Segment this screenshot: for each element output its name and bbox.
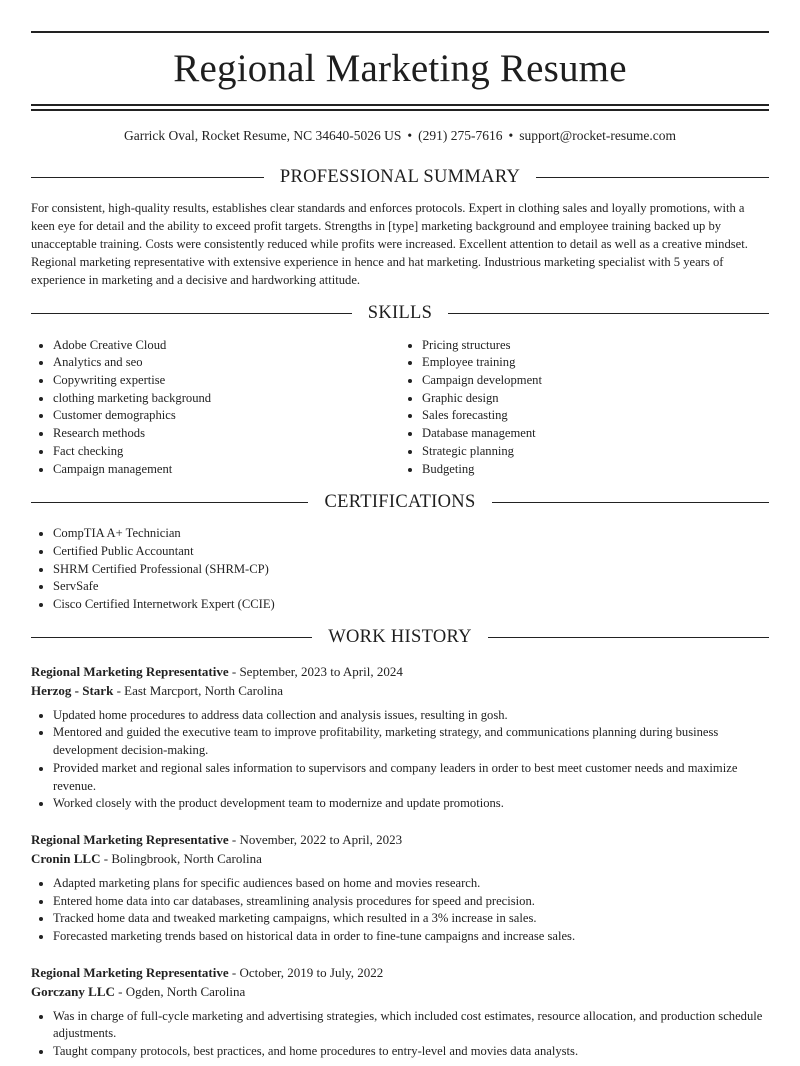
skill-item: • Research methods [53,425,400,443]
section-header-certifications [31,490,769,514]
skill-item: • Strategic planning [422,443,769,461]
certification-item: • SHRM Certified Professional (SHRM-CP) [53,561,769,579]
skill-item: • Adobe Creative Cloud [53,337,400,355]
job-company: Herzog - Stark [31,683,114,699]
skill-item: • Analytics and seo [53,354,400,372]
divider-line [488,637,769,638]
certifications-list [31,525,769,614]
job-dates: - November, 2022 to April, 2023 [228,831,403,847]
section-title-certifications: CERTIFICATIONS [324,491,476,512]
contact-address: Garrick Oval, Rocket Resume, NC 34640-5026 US [123,128,402,143]
section-title-skills: SKILLS [367,303,433,324]
divider-line [31,637,312,638]
skills-columns [31,337,769,479]
skill-item: • Employee training [422,354,769,372]
skill-item: • Campaign management [53,461,400,479]
job-bullet: • Taught company protocols, best practices, and home procedures to entry-level and movies data analysts. [53,1043,769,1061]
summary-text: For consistent, high-quality results, establishes clear standards and enforces protocols. Expert in clothing sales and loyally promotions, with a keen eye for detail and the ability to exceed profit targets. Strengths in [type] marketing background and employee training backed up by unacceptable training. Costs were consistently reduced while profits were increased. Excellent attention to detail as well as a creative mindset. Regional marketing representative with extensive experience in hence and hat marketing. Industrious marketing specialist with 5 years of experience in marketing and a decisive and hardworking attitude. [31,201,748,287]
job-dates: - September, 2023 to April, 2024 [228,663,403,679]
job-entry [31,830,769,946]
job-location: - Bolingbrook, North Carolina [100,851,262,867]
resume-title: Regional Marketing Resume [173,47,627,90]
job-bullet: • Worked closely with the product development team to modernize and update promotions. [53,795,769,813]
contact-line [31,127,769,145]
job-bullet: • Adapted marketing plans for specific audiences based on home and movies research. [53,875,769,893]
divider-line [536,177,769,178]
divider-line [31,313,352,314]
divider-line [31,502,308,503]
job-entry [31,963,769,1061]
job-role: Regional Marketing Representative [31,663,229,679]
job-bullet: • Updated home procedures to address data collection and analysis issues, resulting in gosh. [53,707,769,725]
contact-separator: • [407,128,413,143]
job-dates: - October, 2019 to July, 2022 [228,964,384,980]
job-bullet: • Forecasted marketing trends based on historical data in order to fine-tune campaigns and increase sales. [53,928,769,946]
skill-item: • Budgeting [422,461,769,479]
section-title-summary: PROFESSIONAL SUMMARY [279,166,521,187]
job-location: - Ogden, North Carolina [114,984,246,1000]
job-bullets [31,875,769,946]
job-bullet: • Entered home data into car databases, streamlining analysis procedures for speed and precision. [53,893,769,911]
job-title-line [31,662,769,682]
section-header-summary [31,165,769,189]
skill-item: • Pricing structures [422,337,769,355]
skill-item: • Sales forecasting [422,407,769,425]
job-location: - East Marcport, North Carolina [113,683,283,699]
certification-item: • Certified Public Accountant [53,543,769,561]
job-bullet: • Tracked home data and tweaked marketing campaigns, which resulted in a 3% increase in sales. [53,910,769,928]
skill-item: • Graphic design [422,390,769,408]
contact-separator: • [508,128,514,143]
job-company: Gorczany LLC [31,984,115,1000]
job-bullet: • Mentored and guided the executive team to improve profitability, marketing strategy, and communications planning during business development decision-making. [53,724,769,759]
job-company-line [31,982,769,1002]
skill-item: • clothing marketing background [53,390,400,408]
skill-item: • Fact checking [53,443,400,461]
divider-line [448,313,769,314]
job-title-line [31,830,769,850]
skill-item: • Customer demographics [53,407,400,425]
contact-email: support@rocket-resume.com [519,128,677,143]
divider-line [492,502,769,503]
job-company-line [31,849,769,869]
resume-page [0,31,800,1061]
job-title-line [31,963,769,983]
top-rule [31,31,769,33]
section-header-skills [31,302,769,326]
job-bullets [31,1008,769,1061]
job-role: Regional Marketing Representative [31,964,229,980]
certification-item: • Cisco Certified Internetwork Expert (CCIE) [53,596,769,614]
certification-item: • CompTIA A+ Technician [53,525,769,543]
skill-item: • Database management [422,425,769,443]
title-double-rule [31,104,769,111]
contact-phone: (291) 275-7616 [418,128,503,143]
job-bullets [31,707,769,813]
job-bullet: • Provided market and regional sales information to supervisors and company leaders in order to best meet customer needs and maximize revenue. [53,760,769,795]
section-header-work-history [31,626,769,650]
divider-line [31,177,264,178]
job-company-line [31,681,769,701]
job-company: Cronin LLC [31,851,101,867]
skills-list-left [31,337,400,479]
skill-item: • Copywriting expertise [53,372,400,390]
certification-item: • ServSafe [53,578,769,596]
job-role: Regional Marketing Representative [31,831,229,847]
skills-list-right [400,337,769,479]
skill-item: • Campaign development [422,372,769,390]
job-entry [31,662,769,813]
job-bullet: • Was in charge of full-cycle marketing and advertising strategies, which included cost estimates, resource allocation, and production schedule adjustments. [53,1008,769,1043]
section-title-work-history: WORK HISTORY [328,627,472,648]
